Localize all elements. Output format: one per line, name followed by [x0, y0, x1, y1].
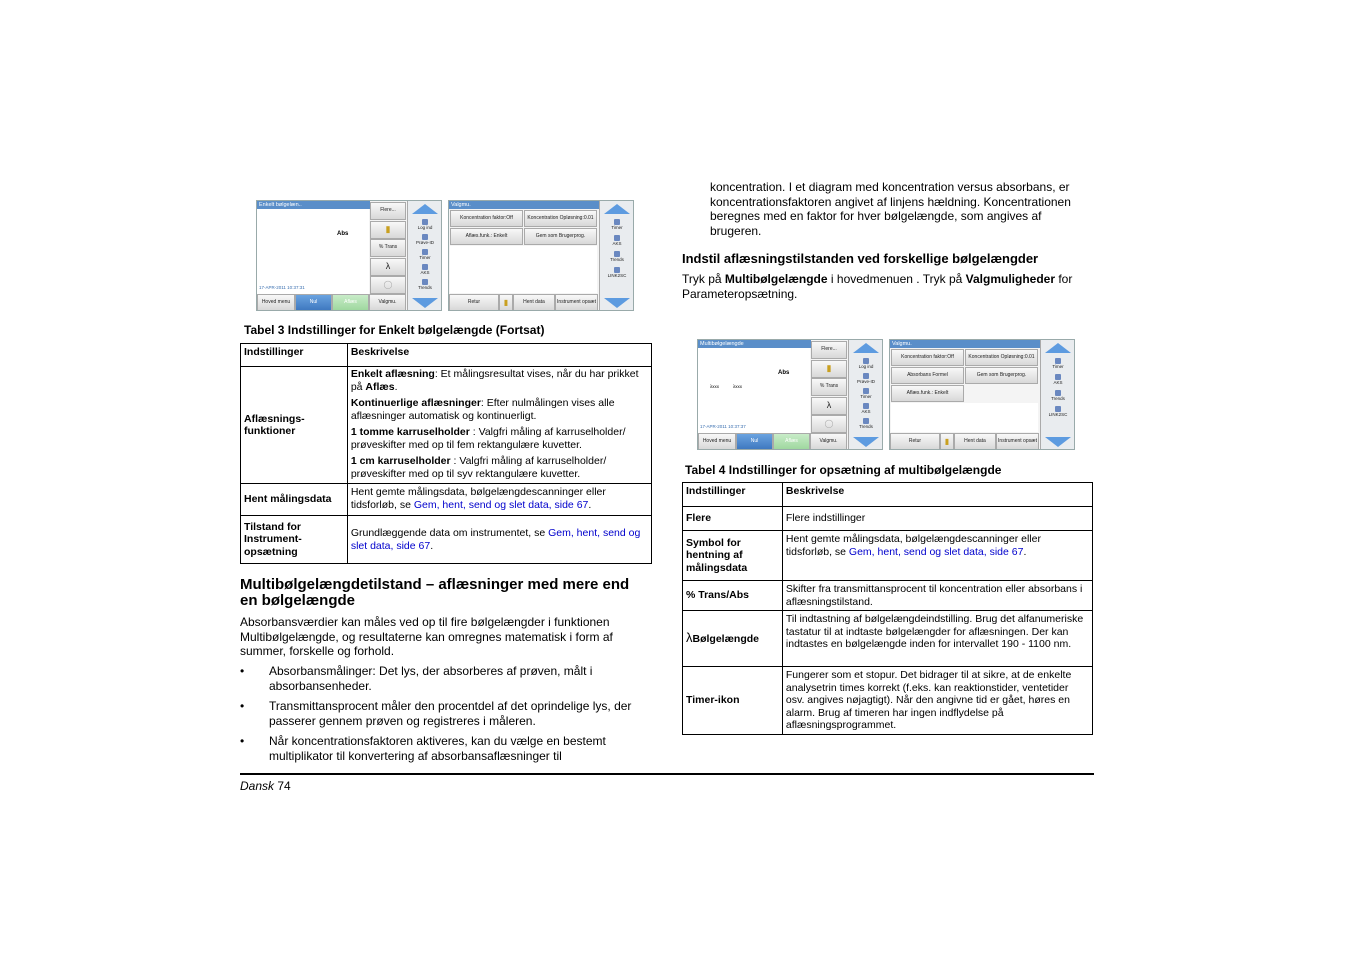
screenshot-single-wavelength [256, 200, 442, 311]
table-row [241, 344, 652, 367]
read-function-button[interactable]: Aflæs.funk.: Enkelt [450, 228, 523, 245]
lambda-button[interactable]: λ [811, 397, 847, 415]
sidebar-aks[interactable]: AKS [601, 235, 633, 246]
sidebar-trends[interactable]: Trends [409, 279, 441, 290]
row-description: Fungerer som et stopur. Det bidrager til at sikre, at de enkelte analysetrin times korrekt (f.eks. kan reaktionstider, ventetider osv. angives nøjagtigt). Når den angivne tid er gået, høres en alarm. Brug af timeren har ingen indflydelse på aflæsningsprogrammet. [782, 667, 1092, 735]
paragraph: Kontinuerlige aflæsninger: Efter nulmålingen vises alle aflæsninger automatisk og kontinuerligt. [350, 397, 615, 422]
datetime: 17-APR-2011 10:37:31 [259, 285, 305, 290]
sidebar-trends[interactable]: Trends [1042, 390, 1074, 401]
footer [240, 779, 291, 794]
sidebar-timer[interactable]: Timer [409, 249, 441, 260]
instruction-paragraph: Tryk på Multibølgelængde i hovedmenuen . Tryk på Valgmuligheder for Parameteropsætning. [682, 272, 1073, 301]
main-menu-button[interactable]: Hoved menu [257, 294, 295, 311]
table-row [241, 516, 652, 564]
save-user-program-button[interactable]: Gem som Brugerprog. [965, 367, 1038, 384]
row-label: Flere [683, 507, 783, 531]
row-description [347, 367, 651, 484]
table-row [683, 581, 1093, 611]
scroll-down-icon[interactable] [604, 298, 630, 308]
scroll-up-icon[interactable] [412, 204, 438, 214]
paragraph: Enkelt aflæsning: Et målingsresultat vises, når du har prikket på Aflæs. [350, 368, 639, 393]
scroll-up-icon[interactable] [1045, 343, 1071, 353]
screenshot-options-multi [889, 339, 1075, 450]
read-function-button[interactable]: Aflæs.funk.: Enkelt [891, 385, 964, 402]
table-row [683, 667, 1093, 735]
row-description: Flere indstillinger [782, 507, 1092, 531]
absorbance-formula-button[interactable]: Absorbans Formel [891, 367, 964, 384]
list-item: • Transmittansprocent måler den procentdel af det oprindelige lys, der passerer gennem prøven og registreres i måleren. [240, 699, 632, 728]
table-header: Beskrivelse [347, 344, 651, 367]
list-item: • Absorbansmålinger: Det lys, der absorberes af prøven, målt i absorbansenheder. [240, 664, 593, 693]
list-item: • Når koncentrationsfaktoren aktiveres, kan du vælge en bestemt multiplikator til konvertering af absorbansaflæsninger til [240, 734, 606, 763]
conc-resolution-button[interactable]: Koncentration Opløsning:0.01 [524, 210, 597, 227]
row-description: Hent gemte målingsdata, bølgelængdescanninger eller tidsforløb, se Gem, hent, send og slet data, side 67. [782, 531, 1092, 581]
screenshot-multiwavelength [697, 339, 883, 450]
folder-icon[interactable]: ▮ [811, 360, 847, 378]
row-description: Til indtastning af bølgelængdeindstilling. Brug det alfanumeriske tastatur til at indtaste bølgelængder for aflæsningen. Der kan indtastes en bølgelængde inden for intervallet 190 - 1100 nm. [782, 611, 1092, 667]
row-label: Timer-ikon [683, 667, 783, 735]
footer-rule [240, 773, 1094, 775]
instrument-setup-button[interactable]: Instrument opsæt [555, 294, 598, 311]
screen-title: Multibølgelængde [698, 340, 811, 348]
paragraph: 1 tomme karruselholder : Valgfri måling af karruselholder/ prøveskifter med op til fem rektangulære kuvetter. [350, 426, 626, 451]
recall-data-button[interactable]: Hent data [954, 433, 996, 450]
table-row [683, 507, 1093, 531]
conc-factor-button[interactable]: Koncentration faktor:Off [891, 349, 964, 366]
table-row [241, 367, 652, 484]
sidebar-link2sc[interactable]: LINK2SC [601, 267, 633, 278]
options-empty-area [891, 403, 1038, 432]
lambda-symbol: λ [686, 629, 693, 645]
scroll-down-icon[interactable] [412, 298, 438, 308]
conc-resolution-button[interactable]: Koncentration Opløsning:0.01 [965, 349, 1038, 366]
reading-unit: Abs [337, 231, 349, 237]
table3-caption: Tabel 3 Indstillinger for Enkelt bølgelængde (Fortsat) [244, 323, 545, 337]
row-label: Tilstand for Instrument-opsætning [241, 516, 348, 564]
sidebar-timer[interactable]: Timer [850, 388, 882, 399]
scroll-up-icon[interactable] [853, 343, 879, 353]
footer-language: Dansk [240, 779, 275, 793]
options-empty-area [450, 246, 597, 293]
sidebar-sample-id[interactable]: Prøve-ID [850, 373, 882, 384]
screenshot-options-single [448, 200, 634, 311]
link-save-recall[interactable]: Gem, hent, send og slet data, side 67 [350, 527, 641, 552]
intro-paragraph: Absorbansværdier kan måles ved op til fire bølgelængder i funktionen Multibølgelængde, og resultaterne kan omregnes matematisk i form af summer, forskelle og forhold. [240, 615, 613, 658]
table-row [683, 531, 1093, 581]
options-button[interactable]: Valgmu. [369, 294, 406, 311]
zero-button[interactable]: Nul [295, 294, 332, 311]
table-row [683, 611, 1093, 667]
save-user-program-button[interactable]: Gem som Brugerprog. [524, 228, 597, 245]
link-save-recall[interactable]: Gem, hent, send og slet data, side 67 [848, 545, 1024, 558]
export-icon[interactable]: ▮ [940, 433, 954, 450]
sidebar-login[interactable]: Log ind [409, 219, 441, 230]
row-label: Symbol for hentning af målingsdata [683, 531, 783, 581]
export-icon[interactable]: ▮ [499, 294, 513, 311]
row-label: % Trans/Abs [683, 581, 783, 611]
conc-factor-button[interactable]: Koncentration faktor:Off [450, 210, 523, 227]
datetime: 17-APR-2011 10:37:37 [700, 424, 746, 429]
row-description: Grundlæggende data om instrumentet, se Gem, hent, send og slet data, side 67. [347, 516, 651, 564]
paragraph: 1 cm karruselholder : Valgfri måling af karruselholder/ prøveskifter med op til syv rektangulære kuvetter. [350, 455, 607, 480]
timer-icon[interactable]: ◯ [370, 276, 406, 294]
row-label: Aflæsnings-funktioner [241, 367, 348, 484]
timer-icon[interactable]: ◯ [811, 415, 847, 433]
back-button[interactable]: Retur [449, 294, 499, 311]
lambda-button[interactable]: λ [370, 258, 406, 276]
sidebar-trends[interactable]: Trends [601, 251, 633, 262]
row-label: Hent målingsdata [241, 484, 348, 516]
link-save-recall[interactable]: Gem, hent, send og slet data, side 67 [413, 498, 589, 511]
more-button[interactable]: Flere... [811, 341, 847, 359]
bullet-list [240, 664, 640, 769]
trans-abs-button[interactable]: % Trans [811, 378, 847, 396]
sidebar-timer[interactable]: Timer [601, 219, 633, 230]
sidebar-aks[interactable]: AKS [409, 264, 441, 275]
read-button[interactable]: Aflæs [332, 294, 369, 311]
sidebar-aks[interactable]: AKS [1042, 374, 1074, 385]
table-header: Indstillinger [683, 483, 783, 507]
options-button[interactable]: Valgmu. [810, 433, 847, 450]
recall-data-button[interactable]: Hent data [513, 294, 555, 311]
page-number: 74 [277, 779, 291, 793]
scroll-down-icon[interactable] [1045, 437, 1071, 447]
sidebar-aks[interactable]: AKS [850, 403, 882, 414]
table-header: Indstillinger [241, 344, 348, 367]
table-row [683, 483, 1093, 507]
screen-display [698, 348, 810, 433]
screen-title: Valgmu. [449, 201, 599, 209]
reading-unit: Abs [778, 370, 790, 376]
row-label: λBølgelængde [683, 611, 783, 667]
scroll-down-icon[interactable] [853, 437, 879, 447]
main-menu-button[interactable]: Hoved menu [698, 433, 736, 450]
table4-caption: Tabel 4 Indstillinger for opsætning af multibølgelængde [685, 463, 1002, 477]
trans-abs-button[interactable]: % Trans [370, 239, 406, 257]
folder-icon[interactable]: ▮ [370, 221, 406, 239]
screen-display [257, 209, 369, 294]
row-description: Skifter fra transmittansprocent til koncentration eller absorbans i aflæsningstilstand. [782, 581, 1092, 611]
sidebar-login[interactable]: Log ind [850, 358, 882, 369]
instrument-setup-button[interactable]: Instrument opsæt [996, 433, 1039, 450]
section-heading-multiwavelength: Multibølgelængdetilstand – aflæsninger med mere end en bølgelængde [240, 576, 630, 609]
back-button[interactable]: Retur [890, 433, 940, 450]
more-button[interactable]: Flere... [370, 202, 406, 220]
scroll-up-icon[interactable] [604, 204, 630, 214]
wavelength-1-label: λxxx [710, 384, 719, 389]
row-description: Hent gemte målingsdata, bølgelængdescanninger eller tidsforløb, se Gem, hent, send og slet data, side 67. [347, 484, 651, 516]
sidebar-timer[interactable]: Timer [1042, 358, 1074, 369]
zero-button[interactable]: Nul [736, 433, 773, 450]
sidebar-link2sc[interactable]: LINK2SC [1042, 406, 1074, 417]
sidebar-sample-id[interactable]: Prøve-ID [409, 234, 441, 245]
continued-paragraph: koncentration. I et diagram med koncentration versus absorbans, er koncentrationsfaktoren angivet af linjens hældning. Koncentrationen beregnes med en faktor for hver bølgelængde, som angives af brugeren. [710, 180, 1071, 238]
read-button[interactable]: Aflæs [773, 433, 810, 450]
table-row [241, 484, 652, 516]
screen-title: Valgmu. [890, 340, 1040, 348]
screen-title: Enkelt bølgelæn.. [257, 201, 370, 209]
table4 [682, 482, 1093, 735]
subsection-heading: Indstil aflæsningstilstanden ved forskellige bølgelængder [682, 251, 1039, 266]
wavelength-2-label: λxxx [733, 384, 742, 389]
table3 [240, 343, 652, 564]
sidebar-trends[interactable]: Trends [850, 418, 882, 429]
table-header: Beskrivelse [782, 483, 1092, 507]
